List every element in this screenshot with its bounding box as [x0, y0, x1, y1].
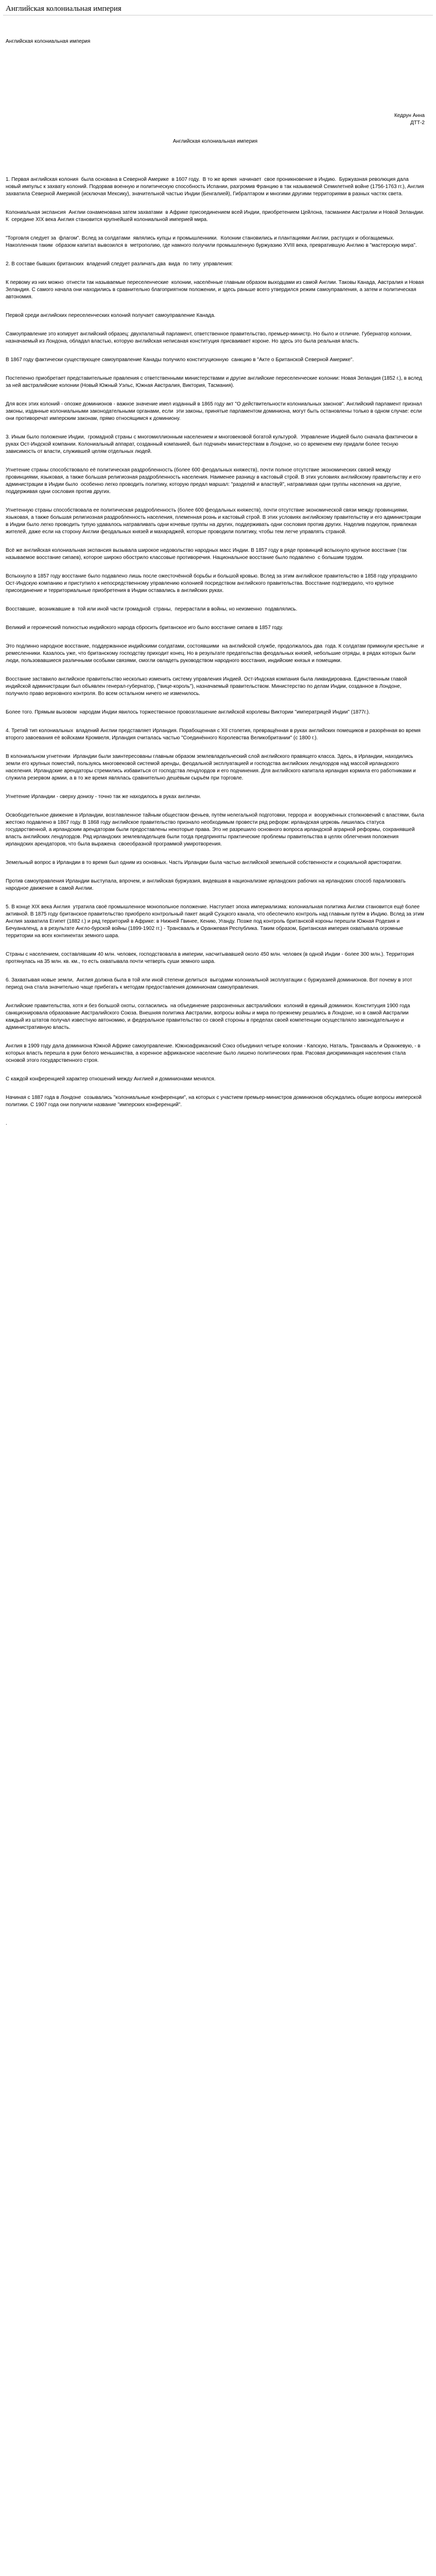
paragraph: 1. Первая английская колония была основана в Северной Америке в 1607 году. В то же время начинает свое проникновение в Индию. Буржуазная революция дала новый импульс к захвату колоний. Подорвав военную и политическую способность Испании, разгромив Францию в так называемой Семилетней войне (1756-1763 гг.), Англия захватила Северной Америкой (исключая Мексику), значительной частью Индии (Бенгалией), Гибралтаром и многими другими территориями в разных частях света. [6, 177, 426, 197]
centered-heading: Английская колониальная империя [172, 139, 258, 144]
paragraph: "Торговля следует за флагом". Вслед за солдатами являлись купцы и промышленники. Колонии становились и плантациями Англии, растущих и обогащаемых. Накопленная таким образом капитал вывозился в метрополию, где намного получили промышленную буржуазию XVIII века, превратившую Англию в "мастерскую мира". [6, 235, 417, 248]
paragraph: Восставшие, возникавшие в той или иной части громадной страны, перерастали в войны, но неизменно подавлялись. [6, 606, 298, 612]
paragraph: Страны с населением, составлявшим 40 млн. человек, господствовала в империи, насчитывавшей около 450 млн. человек (в одной Индии - более 300 млн.). Территория протянулась на 35 млн. кв. км., то есть охватывала почти четверть суши земного шара. [6, 952, 415, 964]
author-name: Кедрун Анна [394, 113, 425, 118]
paragraph: Колониальная экспансия Англии ознаменована затем захватами в Африке присоединением всей Индии, приобретением Цейлона, тасманиеи Австралии и Новой Зеландии. К середине XIX века Англия становится крупнейшей колониальной империей мира. [6, 210, 426, 223]
paragraph: Против самоуправления Ирландии выступала, впрочем, и английская буржуазия, видевшая в национализме ирландских рабочих на ирландских способ парализовать народное движение в самой Англии. [6, 878, 407, 891]
paragraph: Освободительное движение в Ирландии, возглавленное тайным обществом феньев, путём нелегальной подготовки, террора и вооружённых столкновений с властями, была жестоко подавлено в 1867 году. В 1868 году английское правительство признало необходимым провести ряд реформ: ирландская церковь лишилась статуса государственной, а ирландским арендаторам были предоставлены некоторые права. Это не разрешило основного вопроса ирландской аграрной реформы, сохранявшей власть английских лендлордов. Ряд ирландских землевладельцев были тогда предприняты практические проблемы правительства в целях облегчения положения ирландских арендаторов, что была выражена своеобразной программой умиротворения. [6, 812, 426, 847]
paragraph: В колониальном угнетении Ирландии были заинтересованы главным образом землевладельческий слой английского правящего класса. Здесь, в Ирландии, находились земли его крупных поместий, пользуясь многовековой системой аренды, феодальной эксплуатацией и господства английских лендлордов над массой ирландского населения. Ирландские арендаторы стремились избавиться от господства лендлордов и его подчинения. Для английского капитала ирландия кормила его работниками и служила резервом армии, а в то же время являлась сравнительно дешёвым сырьём при торговле. [6, 754, 417, 781]
paragraph: Угнетение страны способствовало её политическая раздробленность (более 600 феодальных княжеств), почти полное отсутствие экономических связей между провинциями, языковая, а также большая религиозная раздробленность населения. Наименее разницу в кастовый строй. В этих условиях английскому правительству и его администрации в Индии было особенно легко проводить политику, которую предал маршал: "разделяй и властвуй", натравливая одни группы населения на другие, поддерживая одни сословия против других. [6, 467, 422, 495]
paragraph: Великий и героический полностью индийского народа сбросить британское иго было восстание сипаев в 1857 году. [6, 625, 283, 631]
paragraph: Вспыхнуло в 1857 году восстание было подавлено лишь после ожесточённой борьбы и большой кровью. Вслед за этим английское правительство в 1858 году упразднило Ост-Индскую компанию и приступило к непосредственному управлению колонией посредством английского правительства. Восстание подтвердило, что крупное присоединение и территориальные приобретения в Индии оставались в английских руках. [6, 573, 419, 594]
paragraph: Угнетение Ирландии - сверху донизу - точно так же находилось в руках англичан. [6, 794, 201, 800]
paragraph: Постепенно приобретает представительные правления с ответственными министерствами и другие английские переселенческие колонии: Новая Зеландия (1852 г.), в вслед за ней австралийские колонии (Новый Южный Уэльс, Южная Австралия, Виктория, Тасмания). [6, 376, 424, 388]
paragraph: Угнетенную страны способствовала ее политическая раздробленность (более 600 феодальных княжеств), почти отсутствие экономической связи между провинциями, языковая, а также большая религиозная раздробленность населения, племенная рознь и кастовый строй. В этих условиях английскому правительству и его администрации в Индии было легко проводить тупую удавалось натравливать одни кочевые группы на других, поддерживать одни сословия против других. Наделив подкупом, привлекая жителей, даже если на сторону Англии феодальных князей и махараджей, которые проводили политику, чтобы тем легче управлять страной. [6, 507, 423, 535]
paragraph: Английские правительства, хотя и без большой охоты, согласились на объединение разрозненных австралийских колоний в единый доминион. Конституция 1900 года санкционировала образование Австралийского Союза. Внешняя политика Австралии, вопросы войны и мира по-прежнему решались в Лондоне, но в самой Австралии каждый из штатов получал известную автономию, и федеральное правительство со своей стороны в пределах своей компетенции осуществляло законодательную и административную власть. [6, 1003, 412, 1030]
page-title: Английская колониальная империя [6, 5, 121, 13]
paragraph: С каждой конференцией характер отношений между Англией и доминионами менялся. [6, 1076, 216, 1082]
paragraph: Для всех этих колоний - опозже доминионов - важное значение имел изданный в 1865 году акт "О действительности колониальных законов". Английский парламент признал законы, изданные колониальными законодательными органами, если эти законы, принятые парламентом доминиона, могут быть остановлены только в одном случае: если они противоречат имперским законам, прямо относящимся к доминиону. [6, 401, 424, 421]
top-spacer [6, 18, 425, 38]
document-subheading: Английская колониальная империя [6, 39, 91, 44]
paragraph: В 1867 году фактически существующее самоуправление Канады получило конституционную санкцию в "Акте о Британской Северной Америке". [6, 357, 354, 363]
paragraph: Более того. Прямым вызовом народам Индии явилось торжественное провозглашение английской королевы Виктории "императрицей Индии" (1877г.). [6, 709, 370, 715]
paragraph: Первой среди английских переселенческих колоний получает самоуправление Канада. [6, 313, 216, 318]
paragraph: Земельный вопрос в Ирландии в то время был одним из основных. Часть Ирландии была частью английской земельной собственности и социальной аристократии. [6, 860, 402, 866]
paragraph: Начиная с 1887 года в Лондоне созывались "колониальные конференции", на которых с участием премьер-министров доминионов обсуждались общие вопросы имперской политики. С 1907 года они получили название "имперских конференций". [6, 1095, 423, 1108]
paragraph: 5. В конце XIX века Англия утратила своё промышленное монопольное положение. Наступает эпоха империализма: колониальная политика Англии становится ещё более активной. В 1875 году британское правительство приобрело контрольный пакет акций Суэцкого канала, что обеспечило контроль над главным путём в Индию. Вслед за этим Англия захватила Египет (1882 г.) и ряд территорий в Африке: в Нижней Гвинее, Кению, Уганду. Позже под контроль британской короны перешли Южная Родезия и Бечуаналенд, а в результате Англо-бурской войны (1899-1902 гг.) - Трансвааль и Оранжевая Республика. Таким образом, Британская империя охватывала огромные территории на всех континентах земного шара. [6, 904, 426, 939]
paragraph: К первому из них можно отнести так называемые переселенческие колонии, населённые главным образом выходцами из самой Англии. Таковы Канада, Австралия и Новая Зеландия. С самого начала они находились в сравнительно благоприятном положении, и здесь раньше всего утвердился режим самоуправления, а затем и политическая автономия. [6, 280, 426, 300]
paragraph: 4. Третий тип колониальных владений Англии представляет Ирландия. Порабощенная с XII столетия, превращённая в руках английских помещиков и разорённая во время второго завоевания её войсками Кромвеля, Ирландия считалась частью "Соединённого Королевства Великобритании" (с 1800 г.). [6, 728, 422, 741]
paragraph: Всё же английская колониальная экспансия вызывала широкое недовольство народных масс Индии. В 1857 году в ряде провинций вспыхнуло крупное восстание (так называемое восстание сипаев), которое широко обострило классовые противоречия. Национальное восстание было подавлено с большим трудом. [6, 548, 408, 561]
paragraph: Самоуправление это копирует английский образец: двухпалатный парламент, ответственное правительство, премьер-министр. Но было и отличие. Губернатор колонии, назначаемый из Лондона, обладал властью, которую английская неписаная конституция присваивает короне. Но здесь это была реальная власть. [6, 331, 413, 344]
paragraph: 2. В составе бывших британских владений следует различать два вида по типу управления: [6, 261, 233, 267]
paragraph-list [6, 176, 425, 1109]
closing-mark: . [6, 1121, 7, 1126]
paragraph: Это подлинно народное восстание, поддержанное индийскими солдатами, состоявшими на английской службе, продолжалось два года. К солдатам примкнули крестьяне и ремесленники. Казалось уже, что британскому господству приходит конец. Но в результате предательства феодальных князей, небольшие отряды, в рядах которых были люди, пользовавшиеся различными особыми связями, смогли овладеть руководством народного восстания, индийские князья и помещики. [6, 643, 426, 664]
paragraph: 3. Иным было положение Индии, громадной страны с многомиллионным населением и многовековой богатой культурой. Управление Индией было сначала фактически в руках Ост-Индской компании. Колониальный аппарат, созданный компанией, был подчинён министерствам в Лондоне, но со временем ему придали более тесную зависимость от власти, служившей целям отдельных людей. [6, 434, 419, 454]
paragraph: 6. Захватывая новые земли, Англия должна была в той или иной степени делиться выгодами колониальной эксплуатации с буржуазией доминионов. Вот почему в этот период она стала значительно чаще прибегать к методам предоставления доминионам самоуправления. [6, 977, 414, 990]
document-body [6, 18, 425, 1139]
paragraph: Восстание заставило английское правительство несколько изменить систему управления Индией. Ост-Индская компания была ликвидирована. Единственным главой индийской администрации был объявлен генерал-губернатор, ("вице-король"), назначаемый правительством. Министерство по делам Индии, созданное в Лондоне, получило право верховного контроля. Во всем остальном ничего не изменилось. [6, 676, 409, 697]
author-group: ДТТ-2 [410, 120, 425, 126]
paragraph: Англия в 1909 году дала доминиона Южной Африке самоуправление. Южноафриканский Союз объединил четыре колонии - Капскую, Наталь, Трансвааль и Оранжевую, - в которых власть перешла в руки белого меньшинства, а коренное африканское население было лишено политических прав. Расовая дискриминация населения стала основой этого государственного строя. [6, 1043, 422, 1063]
author-block [6, 112, 425, 127]
